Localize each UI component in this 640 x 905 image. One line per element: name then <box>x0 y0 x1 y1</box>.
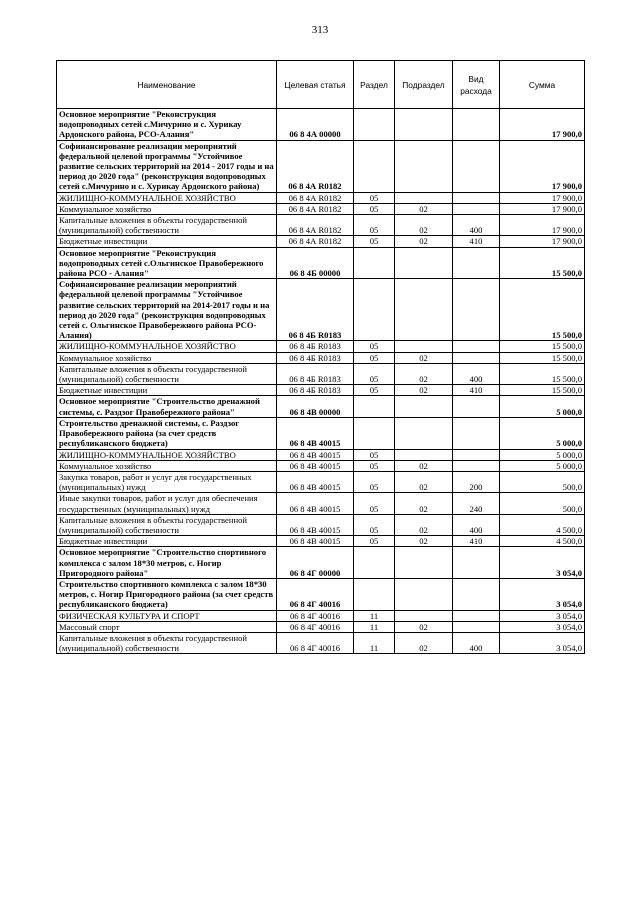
row-name-cell: Бюджетные инвестиции <box>57 536 277 547</box>
row-subsection-cell <box>395 610 453 621</box>
row-name-cell: ФИЗИЧЕСКАЯ КУЛЬТУРА И СПОРТ <box>57 610 277 621</box>
row-expense-type-cell: 400 <box>453 632 500 653</box>
row-section-cell <box>354 279 395 341</box>
row-expense-type-cell <box>453 341 500 352</box>
row-sum-cell: 5 000,0 <box>500 396 585 417</box>
row-sum-cell: 15 500,0 <box>500 352 585 363</box>
row-sum-cell: 3 054,0 <box>500 632 585 653</box>
row-sum-cell: 500,0 <box>500 471 585 492</box>
header-sum: Сумма <box>500 61 585 109</box>
row-name-cell: ЖИЛИЩНО-КОММУНАЛЬНОЕ ХОЗЯЙСТВО <box>57 449 277 460</box>
row-subsection-cell: 02 <box>395 203 453 214</box>
row-expense-type-cell: 200 <box>453 471 500 492</box>
row-code-cell: 06 8 4В 40015 <box>277 536 354 547</box>
row-name-cell: ЖИЛИЩНО-КОММУНАЛЬНОЕ ХОЗЯЙСТВО <box>57 192 277 203</box>
table-row <box>57 363 585 384</box>
row-subsection-cell <box>395 449 453 460</box>
row-code-cell: 06 8 4Б R0183 <box>277 279 354 341</box>
row-sum-cell: 15 500,0 <box>500 247 585 279</box>
row-code-cell: 06 8 4В 40015 <box>277 460 354 471</box>
table-row <box>57 385 585 396</box>
row-section-cell <box>354 109 395 141</box>
row-expense-type-cell: 410 <box>453 536 500 547</box>
table-row <box>57 279 585 341</box>
row-sum-cell: 17 900,0 <box>500 203 585 214</box>
row-expense-type-cell <box>453 578 500 610</box>
row-subsection-cell <box>395 247 453 279</box>
row-code-cell: 06 8 4А R0182 <box>277 140 354 192</box>
row-subsection-cell <box>395 547 453 579</box>
row-code-cell: 06 8 4В 40015 <box>277 514 354 535</box>
row-expense-type-cell <box>453 192 500 203</box>
row-sum-cell: 15 500,0 <box>500 279 585 341</box>
table-row <box>57 449 585 460</box>
row-name-cell: Основное мероприятие "Реконструкция водопроводных сетей с.Ольгинское Правобережного района РСО - Алания" <box>57 247 277 279</box>
row-section-cell: 05 <box>354 460 395 471</box>
row-code-cell: 06 8 4А 00000 <box>277 109 354 141</box>
row-name-cell: Капитальные вложения в объекты государственной (муниципальной) собственности <box>57 514 277 535</box>
row-name-cell: Иные закупки товаров, работ и услуг для обеспечения государственных (муниципальных) нужд <box>57 493 277 514</box>
table-row <box>57 610 585 621</box>
row-name-cell: Капитальные вложения в объекты государственной (муниципальной) собственности <box>57 215 277 236</box>
row-subsection-cell <box>395 279 453 341</box>
row-code-cell: 06 8 4А R0182 <box>277 236 354 247</box>
row-subsection-cell <box>395 109 453 141</box>
table-row <box>57 417 585 449</box>
row-expense-type-cell: 400 <box>453 215 500 236</box>
row-code-cell: 06 8 4Б R0183 <box>277 341 354 352</box>
row-code-cell: 06 8 4Г 40016 <box>277 632 354 653</box>
table-row <box>57 215 585 236</box>
row-subsection-cell: 02 <box>395 621 453 632</box>
row-code-cell: 06 8 4А R0182 <box>277 203 354 214</box>
row-sum-cell: 5 000,0 <box>500 417 585 449</box>
table-row <box>57 247 585 279</box>
table-row <box>57 460 585 471</box>
row-sum-cell: 5 000,0 <box>500 449 585 460</box>
row-section-cell: 05 <box>354 471 395 492</box>
table-row <box>57 471 585 492</box>
table-row <box>57 493 585 514</box>
table-row <box>57 192 585 203</box>
row-expense-type-cell <box>453 203 500 214</box>
row-expense-type-cell: 240 <box>453 493 500 514</box>
row-section-cell: 05 <box>354 352 395 363</box>
row-section-cell: 05 <box>354 341 395 352</box>
row-name-cell: Строительство дренажной системы, с. Раздзог Правобережного района (за счет средств республиканского бюджета) <box>57 417 277 449</box>
row-sum-cell: 15 500,0 <box>500 341 585 352</box>
page-number: 313 <box>311 24 329 36</box>
row-expense-type-cell <box>453 247 500 279</box>
row-sum-cell: 17 900,0 <box>500 215 585 236</box>
row-code-cell: 06 8 4В 40015 <box>277 417 354 449</box>
row-section-cell: 11 <box>354 610 395 621</box>
table-row <box>57 632 585 653</box>
row-sum-cell: 3 054,0 <box>500 547 585 579</box>
row-section-cell: 05 <box>354 449 395 460</box>
row-section-cell: 05 <box>354 203 395 214</box>
row-name-cell: Строительство спортивного комплекса с залом 18*30 метров, с. Ногир Пригородного района (за счет средств республиканского бюджета) <box>57 578 277 610</box>
row-name-cell: Бюджетные инвестиции <box>57 385 277 396</box>
row-code-cell: 06 8 4Г 40016 <box>277 610 354 621</box>
row-section-cell: 05 <box>354 363 395 384</box>
header-code: Целевая статья <box>277 61 354 109</box>
row-code-cell: 06 8 4В 40015 <box>277 493 354 514</box>
row-expense-type-cell <box>453 352 500 363</box>
table-row <box>57 396 585 417</box>
row-code-cell: 06 8 4Б R0183 <box>277 363 354 384</box>
row-subsection-cell: 02 <box>395 385 453 396</box>
row-sum-cell: 4 500,0 <box>500 536 585 547</box>
table-row <box>57 536 585 547</box>
row-expense-type-cell: 400 <box>453 514 500 535</box>
row-sum-cell: 17 900,0 <box>500 109 585 141</box>
row-expense-type-cell <box>453 140 500 192</box>
row-name-cell: Массовый спорт <box>57 621 277 632</box>
row-expense-type-cell <box>453 610 500 621</box>
row-expense-type-cell <box>453 417 500 449</box>
row-subsection-cell: 02 <box>395 236 453 247</box>
row-code-cell: 06 8 4Б 00000 <box>277 247 354 279</box>
row-sum-cell: 17 900,0 <box>500 236 585 247</box>
header-name: Наименование <box>57 61 277 109</box>
row-expense-type-cell <box>453 547 500 579</box>
table-row <box>57 352 585 363</box>
row-subsection-cell: 02 <box>395 493 453 514</box>
row-sum-cell: 500,0 <box>500 493 585 514</box>
table-row <box>57 621 585 632</box>
row-code-cell: 06 8 4А R0182 <box>277 215 354 236</box>
row-expense-type-cell: 410 <box>453 236 500 247</box>
header-section: Раздел <box>354 61 395 109</box>
row-expense-type-cell <box>453 460 500 471</box>
row-expense-type-cell <box>453 279 500 341</box>
row-section-cell <box>354 578 395 610</box>
table-row <box>57 578 585 610</box>
row-subsection-cell: 02 <box>395 632 453 653</box>
table-row <box>57 514 585 535</box>
row-expense-type-cell: 400 <box>453 363 500 384</box>
budget-table <box>56 60 585 654</box>
row-section-cell <box>354 417 395 449</box>
row-subsection-cell <box>395 417 453 449</box>
header-expense-type: Вид расхода <box>453 61 500 109</box>
row-name-cell: Бюджетные инвестиции <box>57 236 277 247</box>
row-code-cell: 06 8 4В 00000 <box>277 396 354 417</box>
row-section-cell <box>354 547 395 579</box>
row-code-cell: 06 8 4В 40015 <box>277 471 354 492</box>
table-row <box>57 109 585 141</box>
row-section-cell: 05 <box>354 493 395 514</box>
row-subsection-cell: 02 <box>395 460 453 471</box>
row-code-cell: 06 8 4Г 00000 <box>277 547 354 579</box>
table-row <box>57 203 585 214</box>
row-subsection-cell <box>395 192 453 203</box>
row-sum-cell: 3 054,0 <box>500 578 585 610</box>
row-expense-type-cell <box>453 449 500 460</box>
row-code-cell: 06 8 4Б R0183 <box>277 352 354 363</box>
row-name-cell: Капитальные вложения в объекты государственной (муниципальной) собственности <box>57 363 277 384</box>
header-subsection: Подраздел <box>395 61 453 109</box>
row-sum-cell: 17 900,0 <box>500 192 585 203</box>
row-name-cell: Основное мероприятие "Строительство спортивного комплекса с залом 18*30 метров, с. Ногир Пригородного района" <box>57 547 277 579</box>
row-name-cell: Коммунальное хозяйство <box>57 460 277 471</box>
row-name-cell: Капитальные вложения в объекты государственной (муниципальной) собственности <box>57 632 277 653</box>
row-name-cell: Софинансирование реализации мероприятий федеральной целевой программы "Устойчивое развитие сельских территорий на 2014 - 2017 годы и на период до 2020 года" (реконструкция водопроводных сетей с.Мичурино и с. Хурикау Ардонского района) <box>57 140 277 192</box>
row-subsection-cell <box>395 578 453 610</box>
row-name-cell: ЖИЛИЩНО-КОММУНАЛЬНОЕ ХОЗЯЙСТВО <box>57 341 277 352</box>
row-section-cell <box>354 396 395 417</box>
row-sum-cell: 3 054,0 <box>500 610 585 621</box>
table-row <box>57 236 585 247</box>
row-code-cell: 06 8 4В 40015 <box>277 449 354 460</box>
row-name-cell: Основное мероприятие "Реконструкция водопроводных сетей с.Мичурино и с. Хурикау Ардонского района, РСО-Алания" <box>57 109 277 141</box>
row-subsection-cell: 02 <box>395 363 453 384</box>
row-section-cell: 11 <box>354 621 395 632</box>
row-sum-cell: 15 500,0 <box>500 363 585 384</box>
row-expense-type-cell: 410 <box>453 385 500 396</box>
row-subsection-cell <box>395 396 453 417</box>
row-expense-type-cell <box>453 621 500 632</box>
row-subsection-cell: 02 <box>395 215 453 236</box>
row-name-cell: Софинансирование реализации мероприятий федеральной целевой программы "Устойчивое развитие сельских территорий на 2014-2017 годы и на период до 2020 года" (реконструкция водопроводных сетей с. Ольгинское Правобережного района РСО- Алания) <box>57 279 277 341</box>
row-sum-cell: 15 500,0 <box>500 385 585 396</box>
row-name-cell: Коммунальное хозяйство <box>57 203 277 214</box>
row-section-cell <box>354 247 395 279</box>
row-code-cell: 06 8 4Б R0183 <box>277 385 354 396</box>
row-sum-cell: 4 500,0 <box>500 514 585 535</box>
row-code-cell: 06 8 4А R0182 <box>277 192 354 203</box>
row-subsection-cell <box>395 140 453 192</box>
row-sum-cell: 5 000,0 <box>500 460 585 471</box>
row-name-cell: Основное мероприятие "Строительство дренажной системы, с. Раздзог Правобережного района" <box>57 396 277 417</box>
row-subsection-cell: 02 <box>395 352 453 363</box>
row-section-cell: 05 <box>354 215 395 236</box>
row-section-cell: 05 <box>354 385 395 396</box>
row-section-cell <box>354 140 395 192</box>
row-section-cell: 11 <box>354 632 395 653</box>
row-name-cell: Закупка товаров, работ и услуг для государственных (муниципальных) нужд <box>57 471 277 492</box>
table-row <box>57 140 585 192</box>
row-section-cell: 05 <box>354 192 395 203</box>
row-subsection-cell: 02 <box>395 471 453 492</box>
table-row <box>57 341 585 352</box>
row-name-cell: Коммунальное хозяйство <box>57 352 277 363</box>
row-section-cell: 05 <box>354 536 395 547</box>
table-row <box>57 547 585 579</box>
row-expense-type-cell <box>453 396 500 417</box>
row-subsection-cell: 02 <box>395 514 453 535</box>
row-sum-cell: 3 054,0 <box>500 621 585 632</box>
row-expense-type-cell <box>453 109 500 141</box>
row-code-cell: 06 8 4Г 40016 <box>277 621 354 632</box>
row-subsection-cell: 02 <box>395 536 453 547</box>
row-section-cell: 05 <box>354 236 395 247</box>
table-header-row <box>57 61 585 109</box>
row-subsection-cell <box>395 341 453 352</box>
row-code-cell: 06 8 4Г 40016 <box>277 578 354 610</box>
row-section-cell: 05 <box>354 514 395 535</box>
row-sum-cell: 17 900,0 <box>500 140 585 192</box>
